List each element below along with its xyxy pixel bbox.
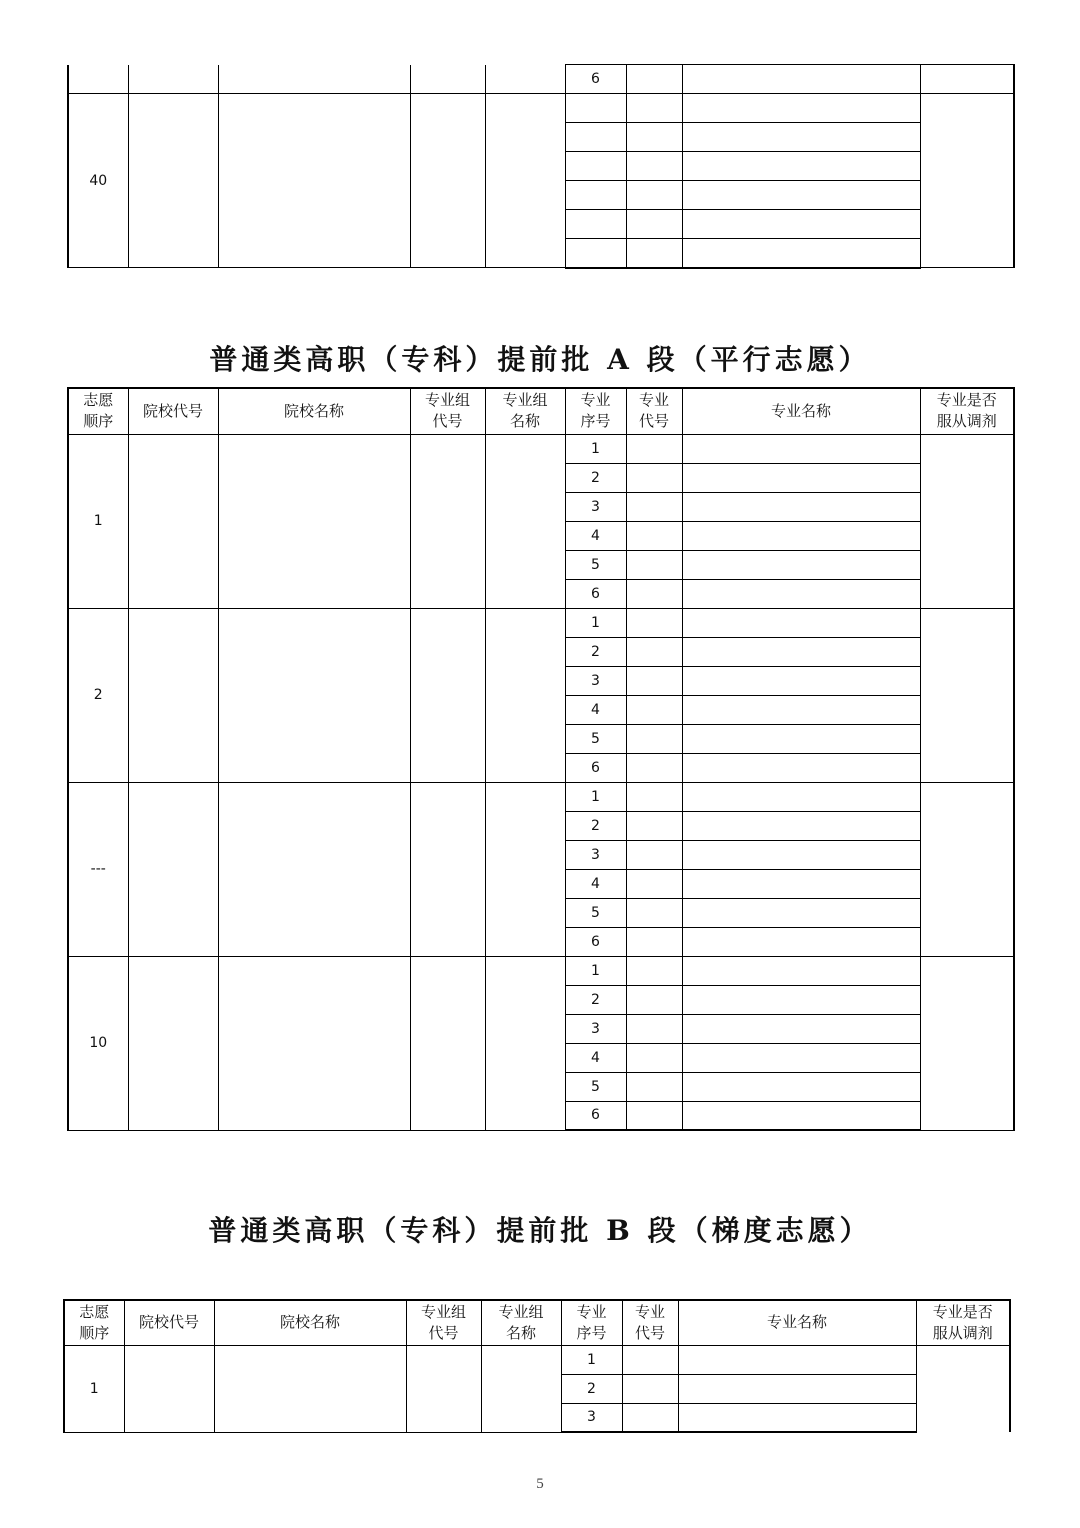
major-code-cell[interactable]	[626, 724, 682, 753]
major-code-cell[interactable]	[626, 1043, 682, 1072]
major-code-cell[interactable]	[626, 492, 682, 521]
major-seq-cell: 6	[565, 1101, 626, 1130]
header-school-code: 院校代号	[128, 388, 218, 434]
group-code-cell[interactable]	[410, 434, 485, 608]
major-code-cell[interactable]	[626, 608, 682, 637]
major-seq-cell: 2	[561, 1374, 622, 1403]
adjust-cell[interactable]	[920, 956, 1014, 1130]
major-seq-cell: 5	[565, 550, 626, 579]
choice-order-cell: 2	[68, 608, 128, 782]
section-b-title: 普通类高职（专科）提前批 B 段（梯度志愿）	[208, 1214, 872, 1247]
header-row	[64, 1300, 1010, 1345]
major-code-cell[interactable]	[626, 869, 682, 898]
group-name-cell[interactable]	[485, 956, 565, 1130]
major-seq-cell: 5	[565, 724, 626, 753]
header-major-seq: 专业 序号	[565, 388, 626, 434]
major-name-cell[interactable]	[682, 985, 920, 1014]
school-code-cell[interactable]	[128, 65, 218, 94]
group-code-cell[interactable]	[406, 1345, 481, 1432]
adjust-cell[interactable]	[920, 434, 1014, 608]
major-code-cell[interactable]	[626, 579, 682, 608]
major-name-cell[interactable]	[682, 782, 920, 811]
major-code-cell[interactable]	[622, 1403, 678, 1432]
table-row	[68, 94, 1014, 123]
group-name-cell[interactable]	[485, 65, 565, 94]
major-seq-cell: 3	[565, 666, 626, 695]
major-seq-cell: 6	[565, 927, 626, 956]
major-code-cell[interactable]	[626, 956, 682, 985]
major-name-cell[interactable]	[682, 695, 920, 724]
major-code-cell[interactable]	[622, 1345, 678, 1374]
school-code-cell[interactable]	[128, 608, 218, 782]
major-name-cell[interactable]	[682, 666, 920, 695]
choice-order-cell	[68, 65, 128, 94]
header-major-code: 专业 代号	[626, 388, 682, 434]
previous-table-continuation	[67, 64, 1015, 269]
section-a-table	[67, 387, 1015, 1131]
major-seq-cell: 6	[565, 579, 626, 608]
major-seq-cell: 1	[565, 434, 626, 463]
major-seq-cell: 2	[565, 463, 626, 492]
major-name-cell[interactable]	[682, 927, 920, 956]
major-seq-cell	[565, 94, 626, 123]
group-code-cell[interactable]	[410, 65, 485, 94]
school-name-cell[interactable]	[218, 608, 410, 782]
group-code-cell[interactable]	[410, 956, 485, 1130]
major-name-cell[interactable]	[682, 492, 920, 521]
adjust-cell[interactable]	[920, 65, 1014, 94]
major-name-cell[interactable]	[682, 463, 920, 492]
school-code-cell[interactable]	[128, 956, 218, 1130]
major-code-cell[interactable]	[626, 898, 682, 927]
school-name-cell[interactable]	[218, 94, 410, 268]
school-name-cell[interactable]	[214, 1345, 406, 1432]
major-name-cell[interactable]	[678, 1403, 916, 1432]
major-code-cell[interactable]	[626, 210, 682, 239]
major-name-cell[interactable]	[682, 608, 920, 637]
major-name-cell[interactable]	[682, 1072, 920, 1101]
header-group-name: 专业组 名称	[481, 1300, 561, 1345]
choice-order-cell: ---	[68, 782, 128, 956]
header-major-name: 专业名称	[682, 388, 920, 434]
major-name-cell[interactable]	[682, 840, 920, 869]
header-order: 志愿 顺序	[64, 1300, 124, 1345]
major-name-cell[interactable]	[682, 869, 920, 898]
header-group-code: 专业组 代号	[406, 1300, 481, 1345]
page-number: 5	[536, 1476, 544, 1492]
major-seq-cell: 6	[565, 65, 626, 94]
adjust-cell[interactable]	[920, 782, 1014, 956]
table-row	[68, 65, 1014, 94]
major-code-cell[interactable]	[626, 666, 682, 695]
major-code-cell[interactable]	[626, 811, 682, 840]
header-row	[68, 388, 1014, 434]
major-name-cell[interactable]	[678, 1374, 916, 1403]
header-major-seq: 专业 序号	[561, 1300, 622, 1345]
school-name-cell[interactable]	[218, 434, 410, 608]
group-code-cell[interactable]	[410, 782, 485, 956]
group-name-cell[interactable]	[481, 1345, 561, 1432]
group-name-cell[interactable]	[485, 94, 565, 268]
adjust-cell[interactable]	[916, 1345, 1010, 1432]
section-a-title: 普通类高职（专科）提前批 A 段（平行志愿）	[209, 343, 871, 376]
section-b-table	[63, 1299, 1011, 1433]
major-code-cell[interactable]	[626, 434, 682, 463]
header-group-name: 专业组 名称	[485, 388, 565, 434]
major-name-cell[interactable]	[682, 210, 920, 239]
major-name-cell[interactable]	[682, 1014, 920, 1043]
choice-order-cell: 1	[64, 1345, 124, 1432]
school-code-cell[interactable]	[128, 434, 218, 608]
major-code-cell[interactable]	[626, 1014, 682, 1043]
major-seq-cell: 4	[565, 869, 626, 898]
major-seq-cell	[565, 181, 626, 210]
major-name-cell[interactable]	[682, 637, 920, 666]
major-name-cell[interactable]	[682, 239, 920, 268]
group-code-cell[interactable]	[410, 608, 485, 782]
major-name-cell[interactable]	[682, 724, 920, 753]
major-name-cell[interactable]	[682, 181, 920, 210]
group-name-cell[interactable]	[485, 782, 565, 956]
choice-order-cell: 40	[68, 94, 128, 268]
major-code-cell[interactable]	[626, 65, 682, 94]
choice-order-cell: 1	[68, 434, 128, 608]
major-code-cell[interactable]	[626, 550, 682, 579]
major-name-cell[interactable]	[682, 123, 920, 152]
major-code-cell[interactable]	[626, 1072, 682, 1101]
major-code-cell[interactable]	[622, 1374, 678, 1403]
major-seq-cell	[565, 239, 626, 268]
major-name-cell[interactable]	[682, 753, 920, 782]
major-seq-cell: 4	[565, 1043, 626, 1072]
major-code-cell[interactable]	[626, 840, 682, 869]
major-name-cell[interactable]	[682, 434, 920, 463]
school-code-cell[interactable]	[124, 1345, 214, 1432]
major-seq-cell: 4	[565, 521, 626, 550]
major-name-cell[interactable]	[682, 1043, 920, 1072]
header-school-name: 院校名称	[214, 1300, 406, 1345]
adjust-cell[interactable]	[920, 608, 1014, 782]
major-code-cell[interactable]	[626, 985, 682, 1014]
major-name-cell[interactable]	[682, 152, 920, 181]
school-name-cell[interactable]	[218, 956, 410, 1130]
major-name-cell[interactable]	[682, 811, 920, 840]
major-code-cell[interactable]	[626, 181, 682, 210]
major-name-cell[interactable]	[682, 579, 920, 608]
group-name-cell[interactable]	[485, 608, 565, 782]
school-name-cell[interactable]	[218, 65, 410, 94]
header-major-code: 专业 代号	[622, 1300, 678, 1345]
major-code-cell[interactable]	[626, 1101, 682, 1130]
table-row	[68, 608, 1014, 637]
major-seq-cell: 3	[565, 492, 626, 521]
major-seq-cell: 5	[565, 1072, 626, 1101]
major-code-cell[interactable]	[626, 695, 682, 724]
table-row	[68, 434, 1014, 463]
major-name-cell[interactable]	[682, 1101, 920, 1130]
table-row	[68, 782, 1014, 811]
major-name-cell[interactable]	[682, 94, 920, 123]
header-group-code: 专业组 代号	[410, 388, 485, 434]
major-name-cell[interactable]	[682, 65, 920, 94]
header-major-name: 专业名称	[678, 1300, 916, 1345]
major-seq-cell: 3	[565, 840, 626, 869]
major-seq-cell: 6	[565, 753, 626, 782]
major-name-cell[interactable]	[678, 1345, 916, 1374]
major-name-cell[interactable]	[682, 956, 920, 985]
major-name-cell[interactable]	[682, 898, 920, 927]
school-code-cell[interactable]	[128, 782, 218, 956]
major-code-cell[interactable]	[626, 927, 682, 956]
major-seq-cell	[565, 152, 626, 181]
major-seq-cell: 4	[565, 695, 626, 724]
major-code-cell[interactable]	[626, 521, 682, 550]
header-adjust: 专业是否 服从调剂	[916, 1300, 1010, 1345]
group-name-cell[interactable]	[485, 434, 565, 608]
major-code-cell[interactable]	[626, 637, 682, 666]
school-name-cell[interactable]	[218, 782, 410, 956]
major-seq-cell: 3	[561, 1403, 622, 1432]
major-code-cell[interactable]	[626, 123, 682, 152]
major-seq-cell: 1	[561, 1345, 622, 1374]
choice-order-cell: 10	[68, 956, 128, 1130]
major-code-cell[interactable]	[626, 239, 682, 268]
group-code-cell[interactable]	[410, 94, 485, 268]
school-code-cell[interactable]	[128, 94, 218, 268]
header-order: 志愿 顺序	[68, 388, 128, 434]
table-row	[68, 956, 1014, 985]
major-code-cell[interactable]	[626, 753, 682, 782]
major-seq-cell: 2	[565, 985, 626, 1014]
header-school-code: 院校代号	[124, 1300, 214, 1345]
major-name-cell[interactable]	[682, 521, 920, 550]
major-seq-cell: 2	[565, 811, 626, 840]
major-name-cell[interactable]	[682, 550, 920, 579]
major-code-cell[interactable]	[626, 152, 682, 181]
adjust-cell[interactable]	[920, 94, 1014, 268]
major-code-cell[interactable]	[626, 782, 682, 811]
major-seq-cell: 5	[565, 898, 626, 927]
major-seq-cell	[565, 123, 626, 152]
header-adjust: 专业是否 服从调剂	[920, 388, 1014, 434]
major-seq-cell: 3	[565, 1014, 626, 1043]
major-code-cell[interactable]	[626, 94, 682, 123]
table-row	[64, 1345, 1010, 1374]
major-seq-cell: 1	[565, 608, 626, 637]
major-seq-cell: 2	[565, 637, 626, 666]
major-seq-cell: 1	[565, 782, 626, 811]
major-seq-cell: 1	[565, 956, 626, 985]
major-seq-cell	[565, 210, 626, 239]
header-school-name: 院校名称	[218, 388, 410, 434]
major-code-cell[interactable]	[626, 463, 682, 492]
